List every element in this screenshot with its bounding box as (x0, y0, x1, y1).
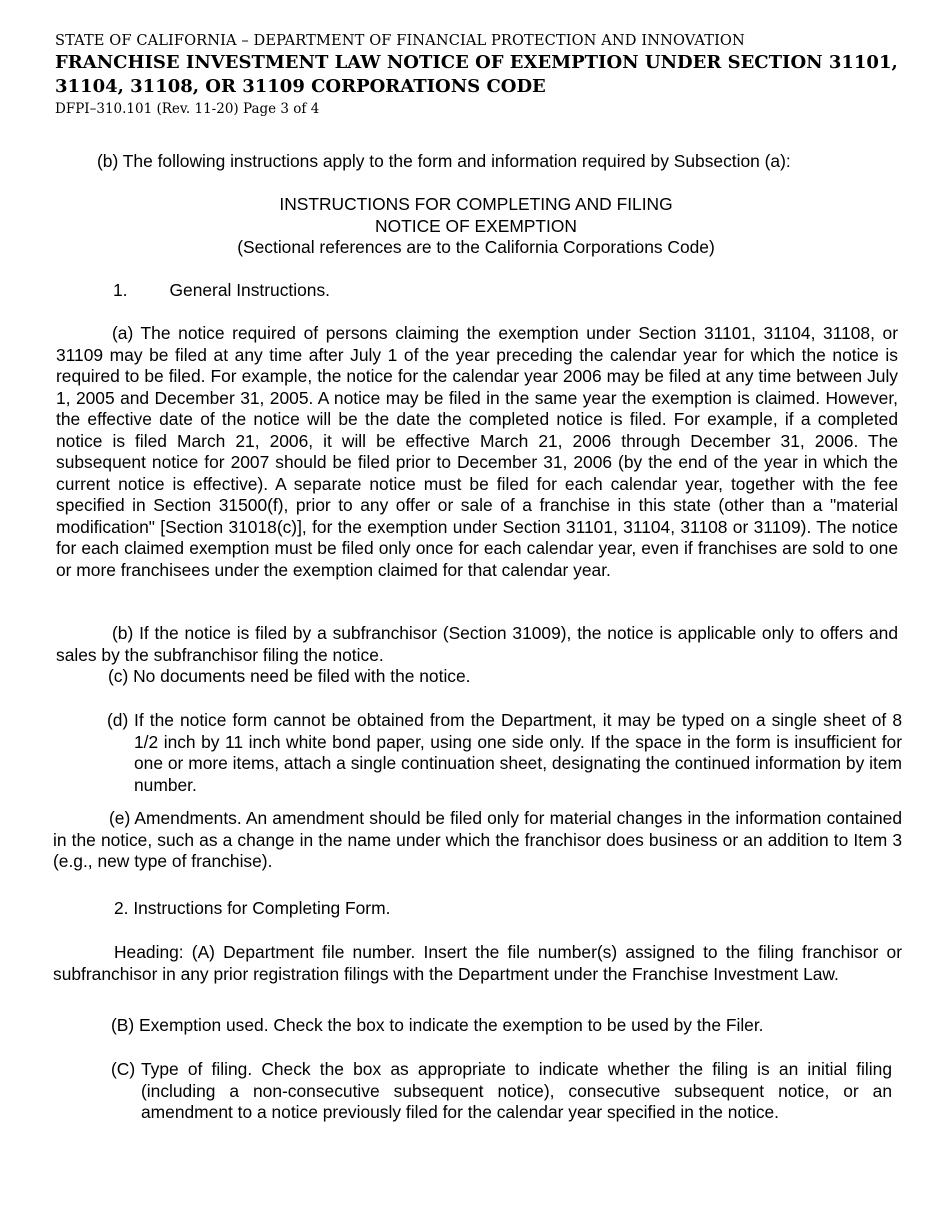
section-1-title: General Instructions. (169, 280, 330, 300)
document-header (55, 32, 915, 118)
paragraph-2-heading-a: Heading: (A) Department file number. Insert the file number(s) assigned to the filing franchisor or subfranchisor in any prior registration filings with the Department under the Franchise Investment Law. (53, 942, 902, 984)
paragraph-1e: (e) Amendments. An amendment should be filed only for material changes in the information contained in the notice, such as a change in the name under which the franchisor does business or an addition to Item 3 (e.g., new type of franchise). (53, 808, 902, 871)
instructions-heading-line2: NOTICE OF EXEMPTION (375, 215, 577, 236)
paragraph-1d-label: (d) (107, 710, 129, 730)
section-1-number: 1. (113, 280, 128, 300)
instructions-heading-line1: INSTRUCTIONS FOR COMPLETING AND FILING (279, 194, 673, 214)
agency-line: STATE OF CALIFORNIA – DEPARTMENT OF FINANCIAL PROTECTION AND INNOVATION (55, 32, 745, 49)
paragraph-2-item-c-label: (C) (111, 1059, 136, 1079)
paragraph-1a: (a) The notice required of persons claiming the exemption under Section 31101, 31104, 31108, or 31109 may be filed at any time after July 1 of the year preceding the calendar year for which the notice is required to be filed. For example, the notice for the calendar year 2006 may be filed at any time between July 1, 2005 and December 31, 2005. A notice may be filed in the same year the exemption is claimed. However, the effective date of the notice will be the date the completed notice is filed. For example, if a completed notice is filed March 21, 2006, it will be effective March 21, 2006 through December 31, 2006. The subsequent notice for 2007 should be filed prior to December 31, 2006 (by the end of the year in which the current notice is effective). A separate notice must be filed for each calendar year, together with the fee specified in Section 31500(f), prior to any offer or sale of a franchise in this state (other than a "material modification" [Section 31018(c)], for the exemption under Section 31101, 31104, 31108 or 31109). The notice for each claimed exemption must be filed only once for each calendar year, even if franchises are sold to one or more franchisees under the exemption claimed for that calendar year. (56, 323, 898, 580)
paragraph-1d: If the notice form cannot be obtained from the Department, it may be typed on a single sheet of 8 1/2 inch by 11 inch white bond paper, using one side only. If the space in the form is insufficient for one or more items, attach a single continuation sheet, designating the continued information by item number. (134, 710, 902, 795)
paragraph-2-item-b: (B) Exemption used. Check the box to indicate the exemption to be used by the Filer. (111, 1015, 764, 1035)
intro-paragraph: (b) The following instructions apply to the form and information required by Subsection (a): (97, 151, 791, 171)
section-2-heading: 2. Instructions for Completing Form. (114, 898, 391, 918)
paragraph-2-item-c: Type of filing. Check the box as appropriate to indicate whether the filing is an initial filing (including a non-consecutive subsequent notice), consecutive subsequent notice, or an amendment to a notice previously filed for the calendar year specified in the notice. (141, 1059, 892, 1122)
form-title: FRANCHISE INVESTMENT LAW NOTICE OF EXEMPTION UNDER SECTION 31101, 31104, 31108, OR 31109 CORPORATIONS CODE (55, 52, 898, 97)
instructions-heading (50, 194, 902, 259)
paragraph-1c: (c) No documents need be filed with the notice. (108, 666, 471, 686)
instructions-heading-line3: (Sectional references are to the California Corporations Code) (237, 237, 715, 257)
paragraph-1b: (b) If the notice is filed by a subfranchisor (Section 31009), the notice is applicable only to offers and sales by the subfranchisor filing the notice. (56, 623, 898, 665)
section-1-heading (113, 280, 513, 302)
form-id-line: DFPI–310.101 (Rev. 11-20) Page 3 of 4 (55, 101, 320, 117)
